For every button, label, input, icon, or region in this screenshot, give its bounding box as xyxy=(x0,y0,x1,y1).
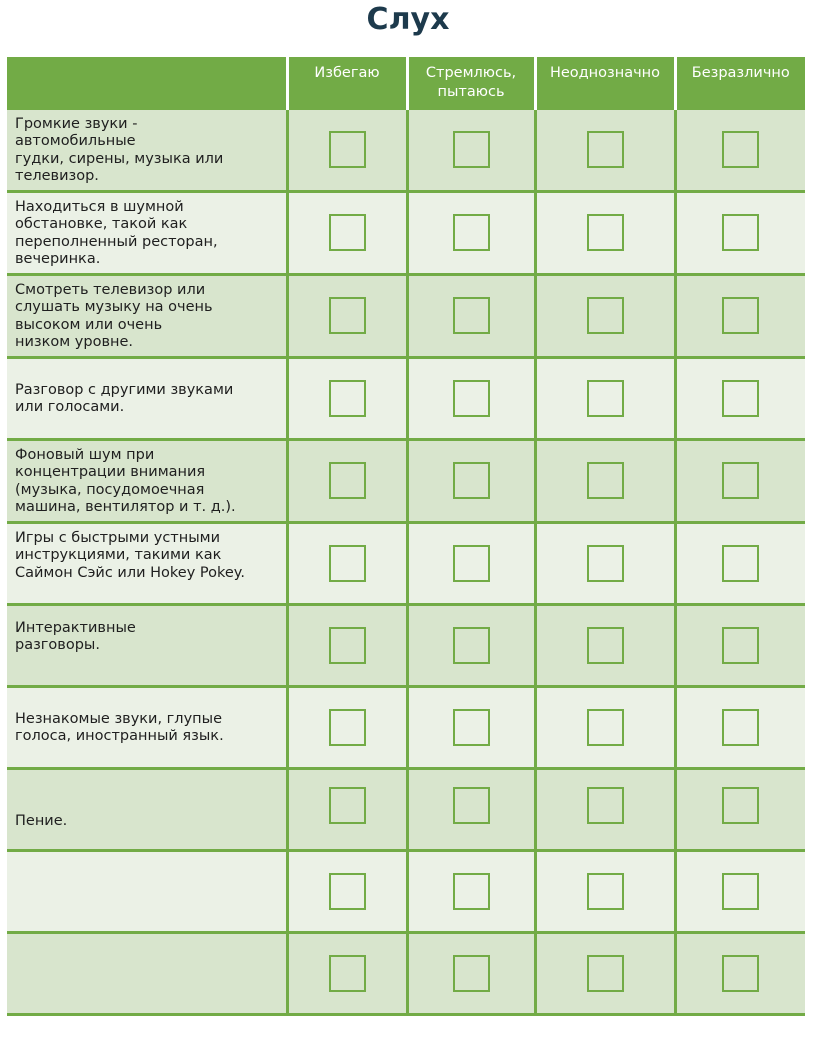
checkbox-seek[interactable] xyxy=(453,787,490,824)
checkbox-neutral[interactable] xyxy=(722,955,759,992)
checkbox-neutral[interactable] xyxy=(722,709,759,746)
checkbox-mixed[interactable] xyxy=(587,462,624,499)
checkbox-avoid[interactable] xyxy=(329,709,366,746)
page-title: Слух xyxy=(366,2,450,37)
row-label: Интерактивные разговоры. xyxy=(7,604,287,686)
checkbox-mixed[interactable] xyxy=(587,297,624,334)
checkbox-neutral[interactable] xyxy=(722,873,759,910)
header-mixed: Неоднозначно xyxy=(535,57,675,108)
checkbox-seek[interactable] xyxy=(453,462,490,499)
checkbox-avoid[interactable] xyxy=(329,380,366,417)
checkbox-avoid[interactable] xyxy=(329,787,366,824)
hearing-questionnaire-table xyxy=(7,57,805,1016)
checkbox-mixed[interactable] xyxy=(587,380,624,417)
table-row xyxy=(7,108,805,191)
checkbox-avoid[interactable] xyxy=(329,873,366,910)
table-row xyxy=(7,850,805,932)
checkbox-seek[interactable] xyxy=(453,297,490,334)
checkbox-mixed[interactable] xyxy=(587,545,624,582)
checkbox-seek[interactable] xyxy=(453,380,490,417)
checkbox-avoid[interactable] xyxy=(329,131,366,168)
checkbox-avoid[interactable] xyxy=(329,462,366,499)
checkbox-seek[interactable] xyxy=(453,545,490,582)
checkbox-seek[interactable] xyxy=(453,709,490,746)
row-label: Разговор с другими звуками или голосами. xyxy=(7,357,287,439)
checkbox-avoid[interactable] xyxy=(329,955,366,992)
row-label: Игры с быстрыми устными инструкциями, такими как Саймон Сэйс или Hokey Pokey. xyxy=(7,522,287,604)
checkbox-neutral[interactable] xyxy=(722,787,759,824)
row-label xyxy=(7,932,287,1014)
table-row xyxy=(7,191,805,274)
checkbox-avoid[interactable] xyxy=(329,545,366,582)
table-row xyxy=(7,357,805,439)
row-label xyxy=(7,850,287,932)
table-row xyxy=(7,768,805,850)
checkbox-mixed[interactable] xyxy=(587,787,624,824)
checkbox-mixed[interactable] xyxy=(587,627,624,664)
checkbox-neutral[interactable] xyxy=(722,380,759,417)
header-blank xyxy=(7,57,287,108)
row-label: Смотреть телевизор или слушать музыку на очень высоком или очень низком уровне. xyxy=(7,274,287,357)
checkbox-neutral[interactable] xyxy=(722,131,759,168)
row-label: Находиться в шумной обстановке, такой как переполненный ресторан, вечеринка. xyxy=(7,191,287,274)
checkbox-seek[interactable] xyxy=(453,214,490,251)
table-row xyxy=(7,274,805,357)
checkbox-neutral[interactable] xyxy=(722,627,759,664)
checkbox-avoid[interactable] xyxy=(329,297,366,334)
checkbox-neutral[interactable] xyxy=(722,545,759,582)
header-row xyxy=(7,57,805,108)
checkbox-seek[interactable] xyxy=(453,873,490,910)
header-neutral: Безразлично xyxy=(675,57,805,108)
header-seek: Стремлюсь, пытаюсь xyxy=(407,57,535,108)
table-row xyxy=(7,686,805,768)
checkbox-avoid[interactable] xyxy=(329,214,366,251)
row-label: Пение. xyxy=(7,768,287,850)
table-row xyxy=(7,932,805,1014)
header-avoid: Избегаю xyxy=(287,57,407,108)
row-label: Незнакомые звуки, глупые голоса, иностранный язык. xyxy=(7,686,287,768)
table-row xyxy=(7,522,805,604)
row-label: Фоновый шум при концентрации внимания (музыка, посудомоечная машина, вентилятор и т. д.). xyxy=(7,439,287,522)
checkbox-mixed[interactable] xyxy=(587,214,624,251)
checkbox-seek[interactable] xyxy=(453,627,490,664)
table-row xyxy=(7,439,805,522)
table-row xyxy=(7,604,805,686)
checkbox-mixed[interactable] xyxy=(587,131,624,168)
checkbox-avoid[interactable] xyxy=(329,627,366,664)
checkbox-mixed[interactable] xyxy=(587,873,624,910)
checkbox-seek[interactable] xyxy=(453,131,490,168)
checkbox-mixed[interactable] xyxy=(587,955,624,992)
checkbox-neutral[interactable] xyxy=(722,297,759,334)
checkbox-mixed[interactable] xyxy=(587,709,624,746)
row-label: Громкие звуки - автомобильные гудки, сирены, музыка или телевизор. xyxy=(7,108,287,191)
checkbox-seek[interactable] xyxy=(453,955,490,992)
checkbox-neutral[interactable] xyxy=(722,462,759,499)
checkbox-neutral[interactable] xyxy=(722,214,759,251)
